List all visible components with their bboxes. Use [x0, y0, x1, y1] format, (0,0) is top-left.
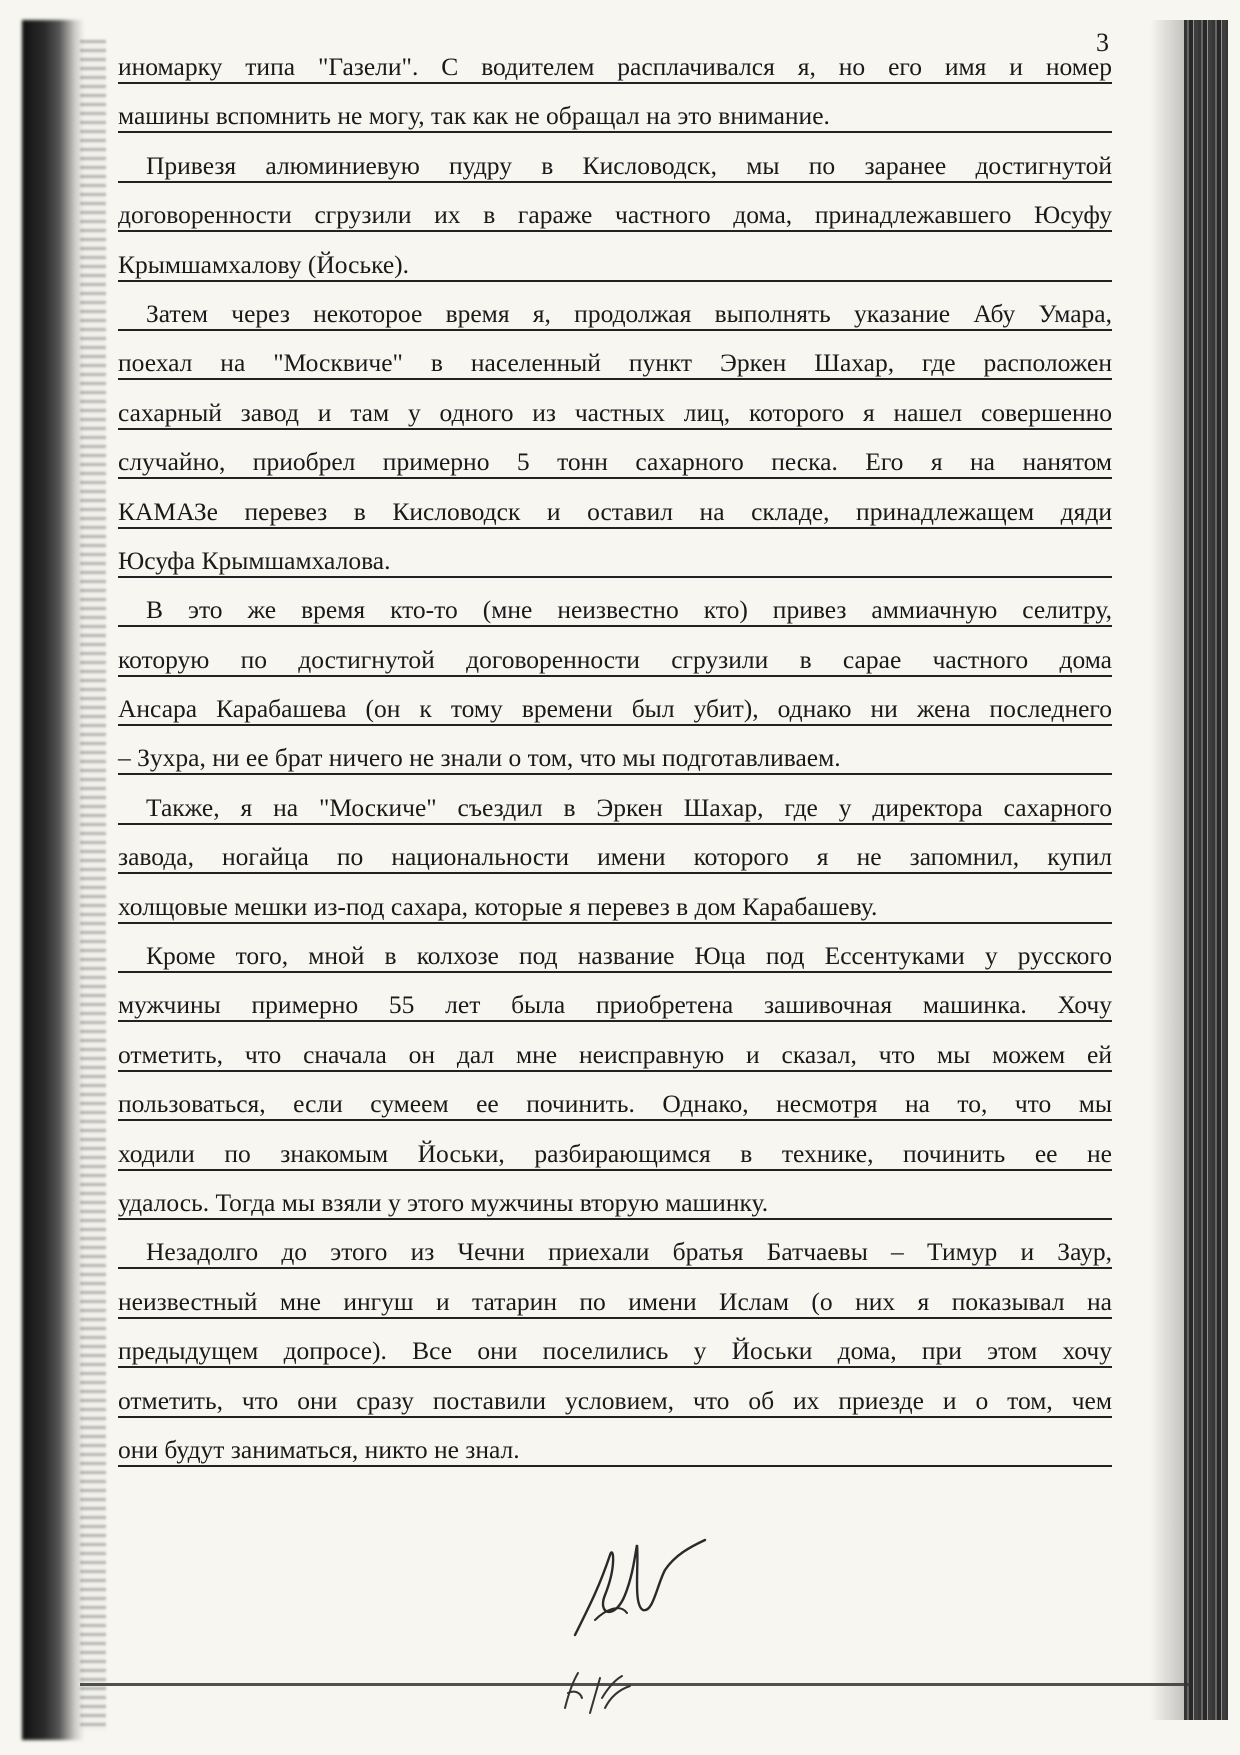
- text-line: поехал на "Москвиче" в населенный пункт Эркен Шахар, где расположен: [118, 340, 1112, 389]
- text-line: Ансара Карабашева (он к тому времени был убит), однако ни жена последнего: [118, 686, 1112, 735]
- scan-shadow-right: [1184, 20, 1228, 1720]
- initials-mark: [560, 1668, 640, 1718]
- text-line: случайно, приобрел примерно 5 тонн сахарного песка. Его я на нанятом: [118, 439, 1112, 488]
- scan-shadow-left-texture: [80, 40, 106, 1730]
- text-line: пользоваться, если сумеем ее починить. Однако, несмотря на то, что мы: [118, 1081, 1112, 1130]
- text-line: договоренности сгрузили их в гараже частного дома, принадлежавшего Юсуфу: [118, 192, 1112, 241]
- text-line: которую по достигнутой договоренности сгрузили в сарае частного дома: [118, 637, 1112, 686]
- text-line: В это же время кто-то (мне неизвестно кто) привез аммиачную селитру,: [118, 587, 1112, 636]
- text-line: КАМАЗе перевез в Кисловодск и оставил на складе, принадлежащем дяди: [118, 489, 1112, 538]
- scan-shadow-right-fade: [1150, 20, 1186, 1720]
- text-line: завода, ногайца по национальности имени которого я не запомнил, купил: [118, 834, 1112, 883]
- text-line: сахарный завод и там у одного из частных лиц, которого я нашел совершенно: [118, 390, 1112, 439]
- text-line: Затем через некоторое время я, продолжая выполнять указание Абу Умара,: [118, 291, 1112, 340]
- body-text: [118, 44, 1112, 1476]
- text-line: Юсуфа Крымшамхалова.: [118, 538, 1112, 587]
- text-line: они будут заниматься, никто не знал.: [118, 1427, 1112, 1476]
- text-line: холщовые мешки из-под сахара, которые я перевез в дом Карабашеву.: [118, 884, 1112, 933]
- scan-shadow-left: [22, 20, 84, 1740]
- text-line: Крымшамхалову (Йоське).: [118, 242, 1112, 291]
- text-line: предыдущем допросе). Все они поселились у Йоськи дома, при этом хочу: [118, 1328, 1112, 1377]
- text-line: отметить, что они сразу поставили условием, что об их приезде и о том, чем: [118, 1378, 1112, 1427]
- text-line: мужчины примерно 55 лет была приобретена зашивочная машинка. Хочу: [118, 982, 1112, 1031]
- text-line: машины вспомнить не могу, так как не обращал на это внимание.: [118, 93, 1112, 142]
- page-number: 3: [1096, 28, 1109, 57]
- text-line: иномарку типа "Газели". С водителем расплачивался я, но его имя и номер: [118, 44, 1112, 93]
- text-line: – Зухра, ни ее брат ничего не знали о том, что мы подготавливаем.: [118, 735, 1112, 784]
- text-line: ходили по знакомым Йоськи, разбирающимся в технике, починить ее не: [118, 1131, 1112, 1180]
- text-line: Незадолго до этого из Чечни приехали братья Батчаевы – Тимур и Заур,: [118, 1229, 1112, 1278]
- text-line: отметить, что сначала он дал мне неисправную и сказал, что мы можем ей: [118, 1032, 1112, 1081]
- text-line: удалось. Тогда мы взяли у этого мужчины вторую машинку.: [118, 1180, 1112, 1229]
- text-line: Кроме того, мной в колхозе под название Юца под Ессентуками у русского: [118, 933, 1112, 982]
- page-bottom-rule: [80, 1683, 1190, 1686]
- text-line: Также, я на "Москиче" съездил в Эркен Шахар, где у директора сахарного: [118, 785, 1112, 834]
- text-line: Привезя алюминиевую пудру в Кисловодск, мы по заранее достигнутой: [118, 143, 1112, 192]
- signature-image: [565, 1525, 715, 1645]
- text-line: неизвестный мне ингуш и татарин по имени Ислам (о них я показывал на: [118, 1279, 1112, 1328]
